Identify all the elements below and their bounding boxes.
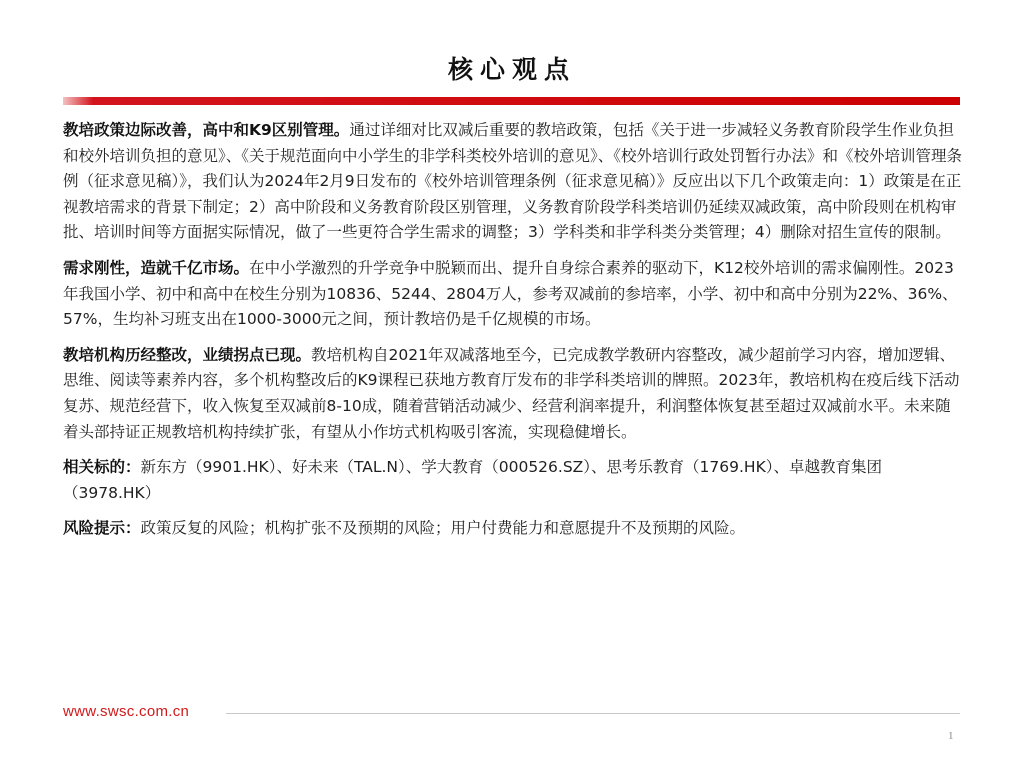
section-institutions [63,343,963,445]
section-demand [63,256,963,333]
title-divider [63,97,960,105]
section-text: 通过详细对比双减后重要的教培政策，包括《关于进一步减轻义务教育阶段学生作业负担和校外培训负担的意见》、《关于规范面向中小学生的非学科类校外培训的意见》、《校外培训行政处罚暂行办法》和《校外培训管理条例（征求意见稿）》，我们认为2024年2月9日发布的《校外培训管理条例（征求意见稿）》反应出以下几个政策走向：1）政策是在正视教培需求的背景下制定；2）高中阶段和义务教育阶段区别管理，义务教育阶段学科类培训仍延续双减政策，高中阶段则在机构审批、培训时间等方面据实际情况，做了一些更符合学生需求的调整；3）学科类和非学科类分类管理；4）删除对招生宣传的限制。 [63,121,963,242]
section-related-stocks [63,455,963,506]
section-heading: 需求刚性，造就千亿市场。 [63,258,250,277]
section-text: 教培机构自2021年双减落地至今，已完成教学教研内容整改，减少超前学习内容，增加逻辑、思维、阅读等素养内容，多个机构整改后的K9课程已获地方教育厅发布的非学科类培训的牌照。2023年，教培机构在疫后线下活动复苏、规范经营下，收入恢复至双减前8-10成，随着营销活动减少、经营利润率提升，利润整体恢复甚至超过双减前水平。未来随着头部持证正规教培机构持续扩张，有望从小作坊式机构吸引客流，实现稳健增长。 [63,345,960,441]
section-text: 政策反复的风险；机构扩张不及预期的风险；用户付费能力和意愿提升不及预期的风险。 [140,519,746,538]
content-body [63,118,963,552]
section-heading: 风险提示： [63,519,141,538]
section-heading: 教培机构历经整改，业绩拐点已现。 [63,345,312,364]
section-text: 在中小学激烈的升学竞争中脱颖而出、提升自身综合素养的驱动下，K12校外培训的需求偏刚性。2023年我国小学、初中和高中在校生分别为10836、5244、2804万人，参考双减前的参培率，小学、初中和高中分别为22%、36%、57%，生均补习班支出在1000-3000元之间，预计教培仍是千亿规模的市场。 [63,258,958,329]
section-risk [63,516,963,542]
section-heading: 相关标的： [63,458,141,477]
section-heading: 教培政策边际改善，高中和K9区别管理。 [63,121,350,139]
footer-website-link[interactable]: www.swsc.com.cn [63,703,190,720]
section-text: 新东方（9901.HK）、好未来（TAL.N）、学大教育（000526.SZ）、思考乐教育（1769.HK）、卓越教育集团（3978.HK） [63,458,882,502]
page-number: 1 [948,730,954,742]
section-policy [63,118,963,246]
footer-divider [226,713,960,714]
page-title: 核心观点 [447,55,576,84]
